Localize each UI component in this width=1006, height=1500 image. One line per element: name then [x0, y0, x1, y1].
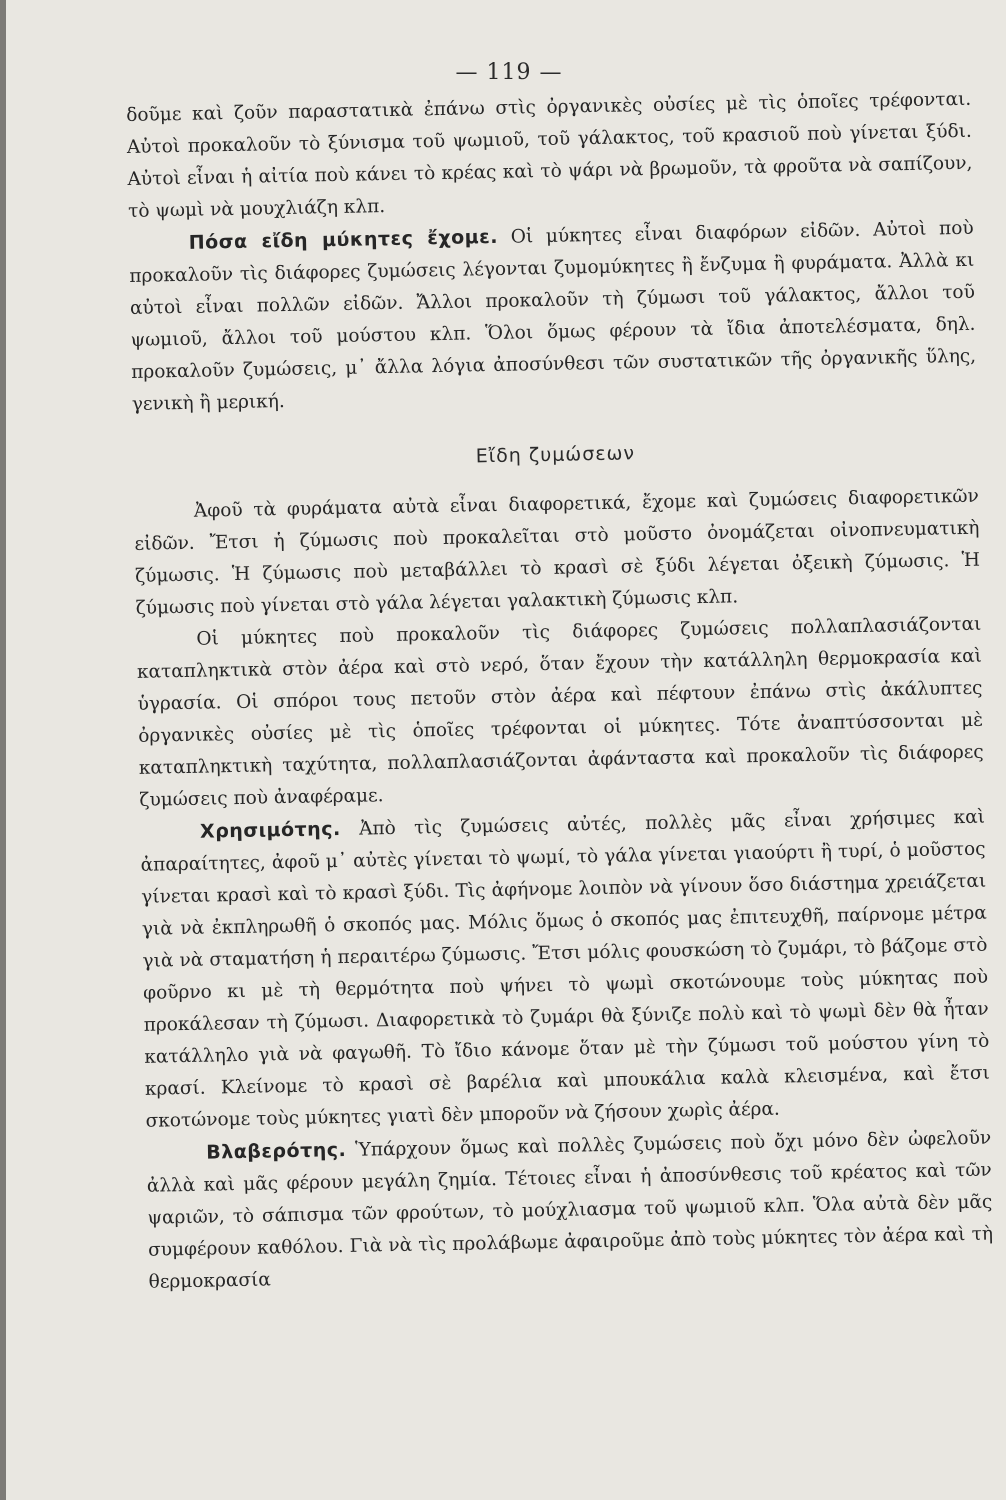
page-number: — 119 —: [455, 60, 563, 85]
body-text: [126, 84, 994, 1299]
paragraph-types-of-fermentation: Ἀφοῦ τὰ φυράματα αὐτὰ εἶναι διαφορετικά, ἔχομε καὶ ζυμώσεις διαφορετικῶν εἰδῶν. Ἔτσι ἡ ζύμωσις ποὺ προκαλεῖται στὸ μοῦστο ὀνομάζεται οἰνοπνευματικὴ ζύμωσις. Ἡ ζύμωσις ποὺ μεταβάλλει τὸ κρασὶ σὲ ξύδι λέγεται ὀξεικὴ ζύμωσις. Ἡ ζύμωσις ποὺ γίνεται στὸ γάλα λέγεται γαλακτικὴ ζύμωσις κλπ.: [134, 485, 981, 619]
paragraph-harmfulness-text: Ὑπάρχουν ὅμως καὶ πολλὲς ζυμώσεις ποὺ ὄχι μόνο δὲν ὠφελοῦν ἀλλὰ καὶ μᾶς φέρουν μεγάλη ζημία. Τέτοιες εἶναι ἡ ἀποσύνθεσις τοῦ κρέατος καὶ τῶν ψαριῶν, τὸ σάπισμα τῶν φρούτων, τὸ μούχλιασμα τοῦ ψωμιοῦ κλπ. Ὅλα αὐτὰ δὲν μᾶς συμφέρουν καθόλου. Γιὰ νὰ τὶς προλάβωμε ἀφαιροῦμε ἀπὸ τοὺς μύκητες τὸν ἀέρα καὶ τὴ θερμοκρασία: [146, 1127, 994, 1293]
paragraph-kinds-of-fungi: [128, 212, 977, 421]
run-in-heading-usefulness: Χρησιμότης.: [199, 818, 341, 843]
paragraph-usefulness: [140, 801, 991, 1138]
run-in-heading-harmfulness: Βλαβερότης.: [206, 1138, 347, 1164]
paragraph-continuation: δοῦμε καὶ ζοῦν παραστατικὰ ἐπάνω στὶς ὀργανικὲς οὐσίες μὲ τὶς ὁποῖες τρέφονται. Αὐτοὶ προκαλοῦν τὸ ξύνισμα τοῦ ψωμιοῦ, τοῦ γάλακτος, τοῦ κρασιοῦ ποὺ γίνεται ξύδι. Αὐτοὶ εἶναι ἡ αἰτία ποὺ κάνει τὸ κρέας καὶ τὸ ψάρι νὰ βρωμοῦν, τὰ φροῦτα νὰ σαπίζουν, τὸ ψωμὶ νὰ μουχλιάζη κλπ.: [126, 88, 973, 222]
paragraph-usefulness-text: Ἀπὸ τὶς ζυμώσεις αὐτές, πολλὲς μᾶς εἶναι χρήσιμες καὶ ἀπαραίτητες, ἀφοῦ μ᾽ αὐτὲς γίνεται τὸ ψωμί, τὸ γάλα γίνεται γιαούρτι ἢ τυρί, ὁ μοῦστος γίνεται κρασὶ καὶ τὸ κρασὶ ξύδι. Τὶς ἀφήνομε λοιπὸν νὰ γίνουν ὅσο διάστημα χρειάζεται γιὰ νὰ ἐκπληρωθῆ ὁ σκοπός μας. Μόλις ὅμως ὁ σκοπός μας ἐπιτευχθῆ, παίρνομε μέτρα γιὰ νὰ σταματήση ἡ περαιτέρω ζύμωσις. Ἔτσι μόλις φουσκώση τὸ ζυμάρι, τὸ βάζομε στὸ φοῦρνο κι μὲ τὴ θερμότητα ποὺ ψήνει τὸ ψωμὶ σκοτώνουμε τοὺς μύκητας ποὺ προκάλεσαν τὴ ζύμωσι. Διαφορετικὰ τὸ ζυμάρι θὰ ξύνιζε πολὺ καὶ τὸ ψωμὶ δὲν θὰ ἦταν κατάλληλο γιὰ νὰ φαγωθῆ. Τὸ ἴδιο κάνομε ὅταν μὲ τὴν ζύμωσι τοῦ μούστου γίνη τὸ κρασί. Κλείνομε τὸ κρασὶ σὲ βαρέλια καὶ μπουκάλια καλὰ κλεισμένα, καὶ ἔτσι σκοτώνομε τοὺς μύκητες γιατὶ δὲν μποροῦν νὰ ζήσουν χωρὶς ἀέρα.: [140, 806, 991, 1132]
paragraph-harmfulness: [146, 1122, 994, 1299]
paragraph-kinds-text: Οἱ μύκητες εἶναι διαφόρων εἰδῶν. Αὐτοὶ ποὺ προκαλοῦν τὶς διάφορες ζυμώσεις λέγονται ζυμομύκητες ἢ ἔνζυμα ἢ φυράματα. Ἀλλὰ κι αὐτοὶ εἶναι πολλῶν εἰδῶν. Ἄλλοι προκαλοῦν τὴ ζύμωσι τοῦ γάλακτος, ἄλλοι τοῦ ψωμιοῦ, ἄλλοι τοῦ μούστου κλπ. Ὅλοι ὅμως φέρουν τὰ ἴδια ἀποτελέσματα, δηλ. προκαλοῦν ζυμώσεις, μ᾽ ἄλλα λόγια ἀποσύνθεσι τῶν συστατικῶν τῆς ὀργανικῆς ὕλης, γενικὴ ἢ μερική.: [129, 217, 977, 415]
section-heading: Εἴδη ζυμώσεων: [475, 442, 636, 468]
run-in-heading-kinds: Πόσα εἴδη μύκητες ἔχομε.: [188, 225, 499, 254]
paragraph-multiplication: Οἱ μύκητες ποὺ προκαλοῦν τὶς διάφορες ζυμώσεις πολλαπλασιάζονται καταπληκτικὰ στὸν ἀέρα καὶ στὸ νερό, ὅταν ἔχουν τὴν κατάλληλη θερμοκρασία καὶ ὑγρασία. Οἱ σπόροι τους πετοῦν στὸν ἀέρα καὶ πέφτουν ἐπάνω στὶς ἀκάλυπτες ὀργανικὲς οὐσίες μὲ τὶς ὁποῖες τρέφονται οἱ μύκητες. Τότε ἀναπτύσσονται μὲ καταπληκτικὴ ταχύτητα, πολλαπλασιάζονται ἀφάνταστα καὶ προκαλοῦν τὶς διάφορες ζυμώσεις ποὺ ἀναφέραμε.: [136, 613, 984, 811]
